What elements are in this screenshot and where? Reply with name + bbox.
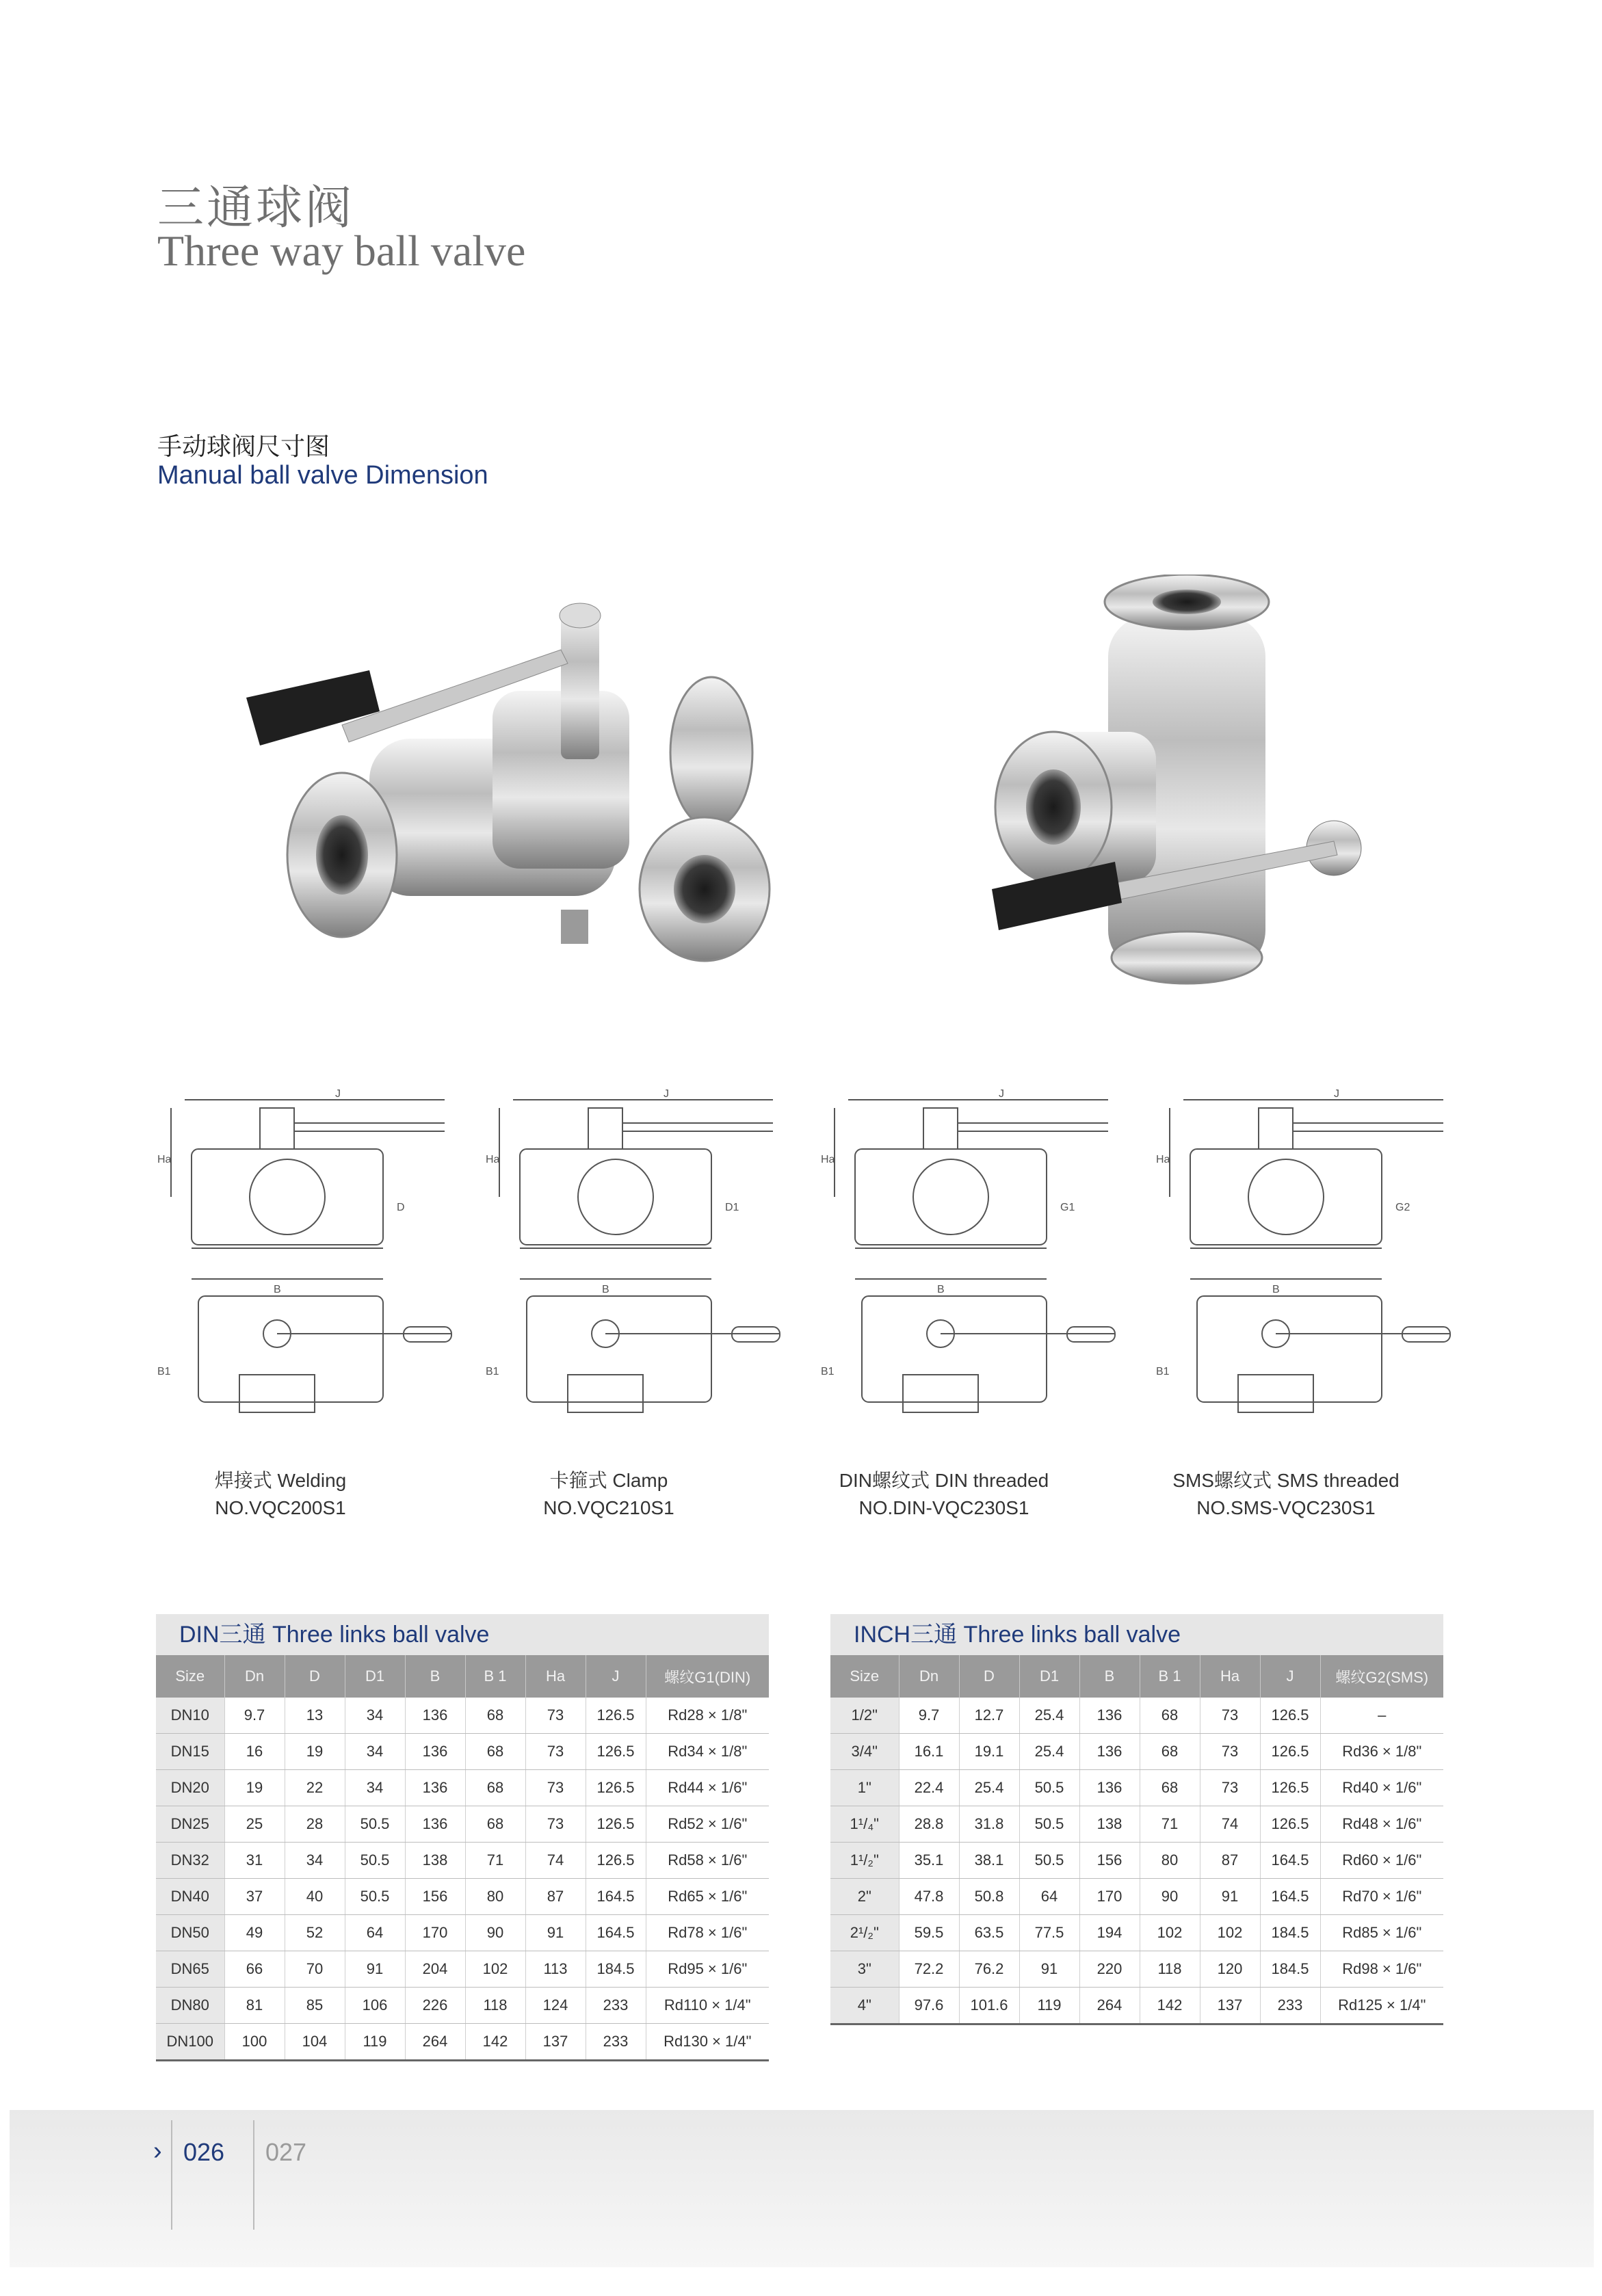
table-row xyxy=(156,1988,769,2024)
table-cell: 73 xyxy=(525,1770,586,1806)
table-cell: 91 xyxy=(345,1951,405,1988)
product-photo-valve-1 xyxy=(233,588,807,999)
table-cell: 220 xyxy=(1079,1951,1140,1988)
table-cell: Rd48 × 1/6" xyxy=(1320,1806,1443,1843)
table-cell: 73 xyxy=(1200,1698,1260,1734)
technical-drawing-clamp xyxy=(486,1087,787,1429)
table-cell: 19.1 xyxy=(959,1734,1019,1770)
technical-drawing-din-threaded xyxy=(821,1087,1122,1429)
table-cell: 68 xyxy=(1140,1698,1200,1734)
table-cell: 68 xyxy=(1140,1734,1200,1770)
column-header: 螺纹G1(DIN) xyxy=(646,1655,769,1698)
table-cell: 34 xyxy=(285,1843,345,1879)
table-cell: Rd36 × 1/8" xyxy=(1320,1734,1443,1770)
table-cell: 164.5 xyxy=(1260,1843,1320,1879)
table-cell: 50.5 xyxy=(345,1879,405,1915)
table-cell: 71 xyxy=(465,1843,525,1879)
table-cell: 102 xyxy=(1200,1915,1260,1951)
table-cell: 19 xyxy=(285,1734,345,1770)
section-title-cn: 手动球阀尺寸图 xyxy=(157,433,330,461)
caption-clamp xyxy=(451,1467,766,1522)
table-cell: 68 xyxy=(1140,1770,1200,1806)
table-cell: 28.8 xyxy=(899,1806,959,1843)
page-title-en: Three way ball valve xyxy=(157,226,526,275)
inch-table-title: INCH三通 Three links ball valve xyxy=(830,1614,1443,1655)
table-cell: 1/2" xyxy=(830,1698,899,1734)
table-cell: 68 xyxy=(465,1770,525,1806)
caption-welding xyxy=(123,1467,438,1522)
column-header: B 1 xyxy=(465,1655,525,1698)
chevron-right-icon: › xyxy=(153,2137,162,2165)
label-j: J xyxy=(664,1088,669,1100)
column-header: D1 xyxy=(1019,1655,1079,1698)
table-cell: 126.5 xyxy=(1260,1698,1320,1734)
table-cell: 264 xyxy=(405,2024,465,2061)
table-row xyxy=(156,1698,769,1734)
table-cell: 102 xyxy=(1140,1915,1200,1951)
table-cell: Rd130 × 1/4" xyxy=(646,2024,769,2061)
table-cell: 4" xyxy=(830,1988,899,2024)
table-cell: 124 xyxy=(525,1988,586,2024)
table-cell: 52 xyxy=(285,1915,345,1951)
table-cell: 120 xyxy=(1200,1951,1260,1988)
table-cell: 118 xyxy=(465,1988,525,2024)
label-b: B xyxy=(1272,1284,1280,1295)
table-cell: 37 xyxy=(224,1879,285,1915)
table-cell: 264 xyxy=(1079,1988,1140,2024)
label-b1: B1 xyxy=(157,1366,171,1377)
table-cell: 72.2 xyxy=(899,1951,959,1988)
table-cell: 73 xyxy=(525,1698,586,1734)
table-row xyxy=(156,1843,769,1879)
table-cell: 184.5 xyxy=(1260,1915,1320,1951)
label-j: J xyxy=(999,1088,1004,1100)
label-ha: Ha xyxy=(1156,1154,1170,1165)
column-header: Size xyxy=(156,1655,224,1698)
table-cell: 85 xyxy=(285,1988,345,2024)
column-header: Dn xyxy=(224,1655,285,1698)
table-cell: 142 xyxy=(465,2024,525,2061)
table-cell: 156 xyxy=(1079,1843,1140,1879)
table-cell: 113 xyxy=(525,1951,586,1988)
column-header: Dn xyxy=(899,1655,959,1698)
label-j: J xyxy=(335,1088,341,1100)
table-row xyxy=(830,1806,1443,1843)
table-cell: 87 xyxy=(1200,1843,1260,1879)
table-cell: 28 xyxy=(285,1806,345,1843)
table-row xyxy=(830,1698,1443,1734)
table-cell: DN40 xyxy=(156,1879,224,1915)
table-cell: Rd70 × 1/6" xyxy=(1320,1879,1443,1915)
table-cell: – xyxy=(1320,1698,1443,1734)
table-cell: 19 xyxy=(224,1770,285,1806)
table-cell: 38.1 xyxy=(959,1843,1019,1879)
table-cell: Rd98 × 1/6" xyxy=(1320,1951,1443,1988)
table-cell: 16 xyxy=(224,1734,285,1770)
table-cell: Rd110 × 1/4" xyxy=(646,1988,769,2024)
table-cell: 126.5 xyxy=(586,1806,646,1843)
column-header: Ha xyxy=(525,1655,586,1698)
table-cell: 90 xyxy=(465,1915,525,1951)
label-d1: D1 xyxy=(725,1202,739,1213)
table-cell: 136 xyxy=(1079,1734,1140,1770)
din-dimension-table xyxy=(156,1614,769,2061)
label-d: D xyxy=(397,1202,405,1213)
column-header: D xyxy=(285,1655,345,1698)
table-row xyxy=(156,1951,769,1988)
table-cell: 9.7 xyxy=(899,1698,959,1734)
table-cell: 12.7 xyxy=(959,1698,1019,1734)
table-cell: 126.5 xyxy=(586,1734,646,1770)
table-cell: 137 xyxy=(1200,1988,1260,2024)
table-cell: 142 xyxy=(1140,1988,1200,2024)
table-cell: 80 xyxy=(1140,1843,1200,1879)
section-title-en: Manual ball valve Dimension xyxy=(157,461,488,490)
table-cell: DN50 xyxy=(156,1915,224,1951)
table-cell: 71 xyxy=(1140,1806,1200,1843)
table-row xyxy=(156,1879,769,1915)
table-cell: 102 xyxy=(465,1951,525,1988)
table-cell: 13 xyxy=(285,1698,345,1734)
table-cell: 80 xyxy=(465,1879,525,1915)
table-cell: 118 xyxy=(1140,1951,1200,1988)
table-cell: Rd85 × 1/6" xyxy=(1320,1915,1443,1951)
table-cell: 126.5 xyxy=(586,1843,646,1879)
page-title-cn: 三通球阀 xyxy=(157,181,355,235)
table-cell: 194 xyxy=(1079,1915,1140,1951)
table-cell: 164.5 xyxy=(586,1915,646,1951)
table-cell: 136 xyxy=(405,1806,465,1843)
table-cell: Rd28 × 1/8" xyxy=(646,1698,769,1734)
table-cell: 136 xyxy=(1079,1698,1140,1734)
table-row xyxy=(830,1988,1443,2024)
table-cell: 136 xyxy=(405,1770,465,1806)
table-cell: 74 xyxy=(1200,1806,1260,1843)
table-cell: 3" xyxy=(830,1951,899,1988)
table-cell: 76.2 xyxy=(959,1951,1019,1988)
table-cell: Rd34 × 1/8" xyxy=(646,1734,769,1770)
table-cell: 101.6 xyxy=(959,1988,1019,2024)
table-cell: 137 xyxy=(525,2024,586,2061)
table-cell: 73 xyxy=(1200,1734,1260,1770)
table-cell: 22 xyxy=(285,1770,345,1806)
table-cell: 50.5 xyxy=(345,1843,405,1879)
table-cell: 64 xyxy=(345,1915,405,1951)
footer-divider xyxy=(253,2120,254,2230)
table-cell: 66 xyxy=(224,1951,285,1988)
column-header: D xyxy=(959,1655,1019,1698)
table-cell: 126.5 xyxy=(1260,1806,1320,1843)
table-cell: 34 xyxy=(345,1770,405,1806)
table-cell: 59.5 xyxy=(899,1915,959,1951)
table-cell: 50.5 xyxy=(1019,1843,1079,1879)
table-cell: 68 xyxy=(465,1806,525,1843)
table-cell: DN32 xyxy=(156,1843,224,1879)
table-cell: 87 xyxy=(525,1879,586,1915)
table-cell: 164.5 xyxy=(1260,1879,1320,1915)
technical-drawing-welding xyxy=(157,1087,458,1429)
table-cell: 50.5 xyxy=(345,1806,405,1843)
table-cell: 50.8 xyxy=(959,1879,1019,1915)
table-cell: DN65 xyxy=(156,1951,224,1988)
label-g2: G2 xyxy=(1395,1202,1410,1213)
technical-drawing-sms-threaded xyxy=(1156,1087,1457,1429)
table-row xyxy=(830,1915,1443,1951)
caption-clamp-type: 卡箍式 Clamp xyxy=(549,1470,668,1491)
table-cell: 22.4 xyxy=(899,1770,959,1806)
table-cell: Rd125 × 1/4" xyxy=(1320,1988,1443,2024)
table-cell: 31 xyxy=(224,1843,285,1879)
table-cell: Rd40 × 1/6" xyxy=(1320,1770,1443,1806)
table-row xyxy=(830,1770,1443,1806)
table-cell: 138 xyxy=(405,1843,465,1879)
label-b1: B1 xyxy=(486,1366,499,1377)
table-cell: 63.5 xyxy=(959,1915,1019,1951)
column-header: Size xyxy=(830,1655,899,1698)
table-cell: 47.8 xyxy=(899,1879,959,1915)
table-row xyxy=(830,1879,1443,1915)
table-cell: DN100 xyxy=(156,2024,224,2061)
caption-sms-no: NO.SMS-VQC230S1 xyxy=(1196,1497,1376,1518)
table-cell: 233 xyxy=(586,1988,646,2024)
table-cell: 2¹/₂" xyxy=(830,1915,899,1951)
caption-din-no: NO.DIN-VQC230S1 xyxy=(858,1497,1029,1518)
table-cell: 126.5 xyxy=(1260,1734,1320,1770)
table-cell: 49 xyxy=(224,1915,285,1951)
table-cell: 3/4" xyxy=(830,1734,899,1770)
table-cell: 81 xyxy=(224,1988,285,2024)
inch-dimension-table xyxy=(830,1614,1443,2025)
table-cell: 126.5 xyxy=(586,1770,646,1806)
table-cell: 126.5 xyxy=(1260,1770,1320,1806)
caption-welding-type: 焊接式 Welding xyxy=(214,1470,347,1491)
label-b: B xyxy=(274,1284,281,1295)
table-cell: DN80 xyxy=(156,1988,224,2024)
table-cell: 40 xyxy=(285,1879,345,1915)
page-footer xyxy=(10,2110,1594,2267)
caption-clamp-no: NO.VQC210S1 xyxy=(543,1497,674,1518)
current-page-number: 026 xyxy=(183,2138,225,2166)
table-row xyxy=(830,1843,1443,1879)
table-row xyxy=(156,1806,769,1843)
table-row xyxy=(156,1734,769,1770)
caption-din-type: DIN螺纹式 DIN threaded xyxy=(839,1470,1049,1491)
table-cell: 119 xyxy=(1019,1988,1079,2024)
table-cell: 91 xyxy=(1019,1951,1079,1988)
product-photo-valve-2 xyxy=(978,575,1402,999)
table-cell: 170 xyxy=(405,1915,465,1951)
table-cell: 35.1 xyxy=(899,1843,959,1879)
column-header: B 1 xyxy=(1140,1655,1200,1698)
column-header: B xyxy=(405,1655,465,1698)
table-cell: DN15 xyxy=(156,1734,224,1770)
label-ha: Ha xyxy=(486,1154,500,1165)
caption-sms-type: SMS螺纹式 SMS threaded xyxy=(1172,1470,1400,1491)
table-cell: 25 xyxy=(224,1806,285,1843)
caption-welding-no: NO.VQC200S1 xyxy=(215,1497,346,1518)
table-cell: 170 xyxy=(1079,1879,1140,1915)
table-cell: Rd95 × 1/6" xyxy=(646,1951,769,1988)
table-cell: DN20 xyxy=(156,1770,224,1806)
label-g1: G1 xyxy=(1060,1202,1075,1213)
table-cell: Rd78 × 1/6" xyxy=(646,1915,769,1951)
table-cell: 1" xyxy=(830,1770,899,1806)
table-cell: 1¹/₄" xyxy=(830,1806,899,1843)
table-cell: 100 xyxy=(224,2024,285,2061)
table-cell: 50.5 xyxy=(1019,1806,1079,1843)
footer-divider xyxy=(171,2120,172,2230)
table-cell: 233 xyxy=(586,2024,646,2061)
table-cell: 25.4 xyxy=(1019,1734,1079,1770)
table-cell: 119 xyxy=(345,2024,405,2061)
table-cell: 91 xyxy=(1200,1879,1260,1915)
table-cell: 91 xyxy=(525,1915,586,1951)
table-cell: Rd65 × 1/6" xyxy=(646,1879,769,1915)
table-cell: 50.5 xyxy=(1019,1770,1079,1806)
table-cell: 204 xyxy=(405,1951,465,1988)
caption-sms-threaded xyxy=(1129,1467,1443,1522)
label-b1: B1 xyxy=(1156,1366,1170,1377)
label-ha: Ha xyxy=(821,1154,835,1165)
table-cell: 226 xyxy=(405,1988,465,2024)
table-cell: DN25 xyxy=(156,1806,224,1843)
table-cell: 16.1 xyxy=(899,1734,959,1770)
column-header: B xyxy=(1079,1655,1140,1698)
table-cell: 184.5 xyxy=(1260,1951,1320,1988)
label-b1: B1 xyxy=(821,1366,835,1377)
table-cell: Rd44 × 1/6" xyxy=(646,1770,769,1806)
table-cell: 34 xyxy=(345,1698,405,1734)
table-cell: 31.8 xyxy=(959,1806,1019,1843)
table-cell: 184.5 xyxy=(586,1951,646,1988)
table-cell: 73 xyxy=(525,1734,586,1770)
column-header: Ha xyxy=(1200,1655,1260,1698)
column-header: D1 xyxy=(345,1655,405,1698)
caption-din-threaded xyxy=(787,1467,1101,1522)
table-row xyxy=(830,1951,1443,1988)
table-row xyxy=(830,1734,1443,1770)
table-cell: Rd60 × 1/6" xyxy=(1320,1843,1443,1879)
table-cell: 136 xyxy=(405,1734,465,1770)
table-cell: 64 xyxy=(1019,1879,1079,1915)
table-cell: 136 xyxy=(1079,1770,1140,1806)
label-j: J xyxy=(1334,1088,1339,1100)
label-b: B xyxy=(937,1284,945,1295)
next-page-number: 027 xyxy=(265,2138,307,2166)
table-cell: 2" xyxy=(830,1879,899,1915)
column-header: J xyxy=(586,1655,646,1698)
table-cell: 34 xyxy=(345,1734,405,1770)
table-cell: 1¹/₂" xyxy=(830,1843,899,1879)
table-cell: Rd58 × 1/6" xyxy=(646,1843,769,1879)
table-cell: 25.4 xyxy=(1019,1698,1079,1734)
table-cell: 73 xyxy=(525,1806,586,1843)
din-table-title: DIN三通 Three links ball valve xyxy=(156,1614,769,1655)
table-cell: 25.4 xyxy=(959,1770,1019,1806)
table-cell: 164.5 xyxy=(586,1879,646,1915)
table-cell: 70 xyxy=(285,1951,345,1988)
table-row xyxy=(156,2024,769,2061)
table-cell: DN10 xyxy=(156,1698,224,1734)
table-cell: 68 xyxy=(465,1734,525,1770)
table-cell: 136 xyxy=(405,1698,465,1734)
table-cell: Rd52 × 1/6" xyxy=(646,1806,769,1843)
table-row xyxy=(156,1770,769,1806)
table-cell: 233 xyxy=(1260,1988,1320,2024)
table-cell: 138 xyxy=(1079,1806,1140,1843)
label-b: B xyxy=(602,1284,609,1295)
table-cell: 97.6 xyxy=(899,1988,959,2024)
table-cell: 73 xyxy=(1200,1770,1260,1806)
table-cell: 9.7 xyxy=(224,1698,285,1734)
label-ha: Ha xyxy=(157,1154,172,1165)
table-cell: 74 xyxy=(525,1843,586,1879)
table-row xyxy=(156,1915,769,1951)
table-cell: 106 xyxy=(345,1988,405,2024)
table-cell: 126.5 xyxy=(586,1698,646,1734)
table-cell: 104 xyxy=(285,2024,345,2061)
column-header: J xyxy=(1260,1655,1320,1698)
table-cell: 156 xyxy=(405,1879,465,1915)
table-cell: 90 xyxy=(1140,1879,1200,1915)
column-header: 螺纹G2(SMS) xyxy=(1320,1655,1443,1698)
table-cell: 77.5 xyxy=(1019,1915,1079,1951)
table-cell: 68 xyxy=(465,1698,525,1734)
